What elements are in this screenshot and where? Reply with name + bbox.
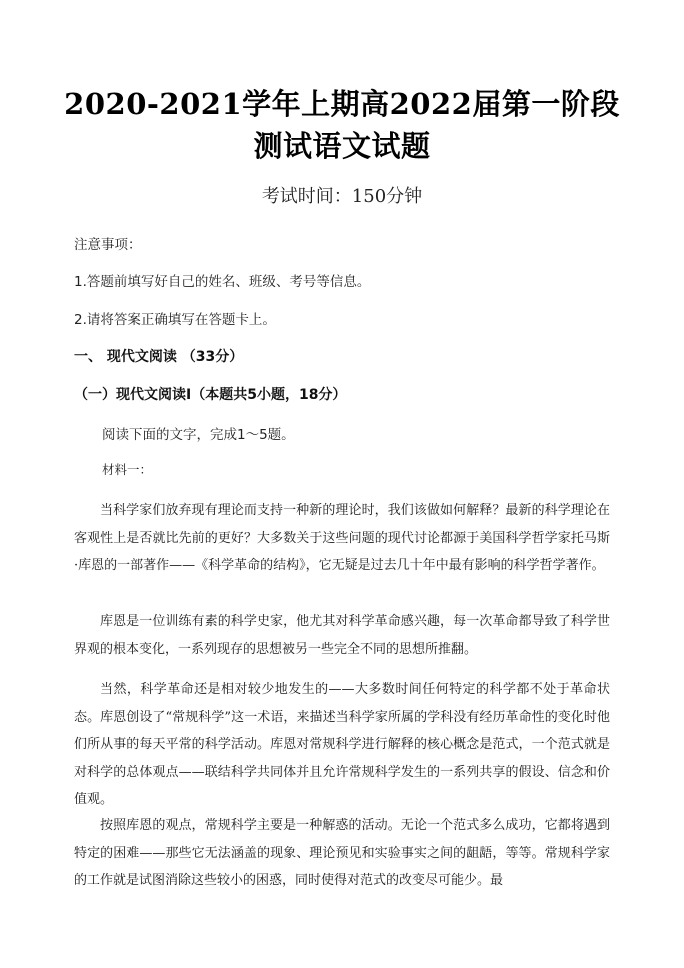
material-paragraph-1: 当科学家们放弃现有理论而支持一种新的理论时，我们该做如何解释？最新的科学理论在客观性上是否就比先前的更好？大多数关于这些问题的现代讨论都源于美国科学哲学家托马斯·库恩的一部著作——《科学革命的结构》，它无疑是过去几十年中最有影响的科学哲学著作。 [74, 503, 610, 573]
material-label: 材料一： [102, 462, 153, 477]
exam-title-line2: 测试语文试题 [253, 129, 431, 163]
subsection-heading: （一）现代文阅读Ⅰ（本题共5小题，18分） [74, 387, 347, 403]
exam-title-line1: 2020-2021学年上期高2022届第一阶段 [64, 87, 620, 121]
notes-item-1: 1.答题前填写好自己的姓名、班级、考号等信息。 [74, 274, 371, 290]
material-paragraph-2: 库恩是一位训练有素的科学史家，他尤其对科学革命感兴趣，每一次革命都导致了科学世界观的根本变化，一系列现存的思想被另一些完全不同的思想所推翻。 [74, 614, 610, 657]
section-heading: 一、 现代文阅读 （33分） [74, 349, 244, 365]
notes-item-2: 2.请将答案正确填写在答题卡上。 [74, 312, 276, 328]
material-paragraph-4: 按照库恩的观点，常规科学主要是一种解惑的活动。无论一个范式多么成功，它都将遇到特定的困难——那些它无法涵盖的现象、理论预见和实验事实之间的龃龉，等等。常规科学家的工作就是试图消除这些较小的困惑，同时使得对范式的改变尽可能少。最 [74, 818, 610, 888]
material-paragraph-3: 当然，科学革命还是相对较少地发生的——大多数时间任何特定的科学都不处于革命状态。库恩创设了“常规科学”这一术语，来描述当科学家所属的学科没有经历革命性的变化时他们所从事的每天平常的科学活动。库恩对常规科学进行解释的核心概念是范式，一个范式就是对科学的总体观点——联结科学共同体并且允许常规科学发生的一系列共享的假设、信念和价值观。 [74, 682, 610, 807]
exam-time: 考试时间：150分钟 [261, 186, 423, 207]
notes-heading: 注意事项： [74, 237, 142, 253]
reading-instruction: 阅读下面的文字，完成1～5题。 [102, 427, 295, 443]
